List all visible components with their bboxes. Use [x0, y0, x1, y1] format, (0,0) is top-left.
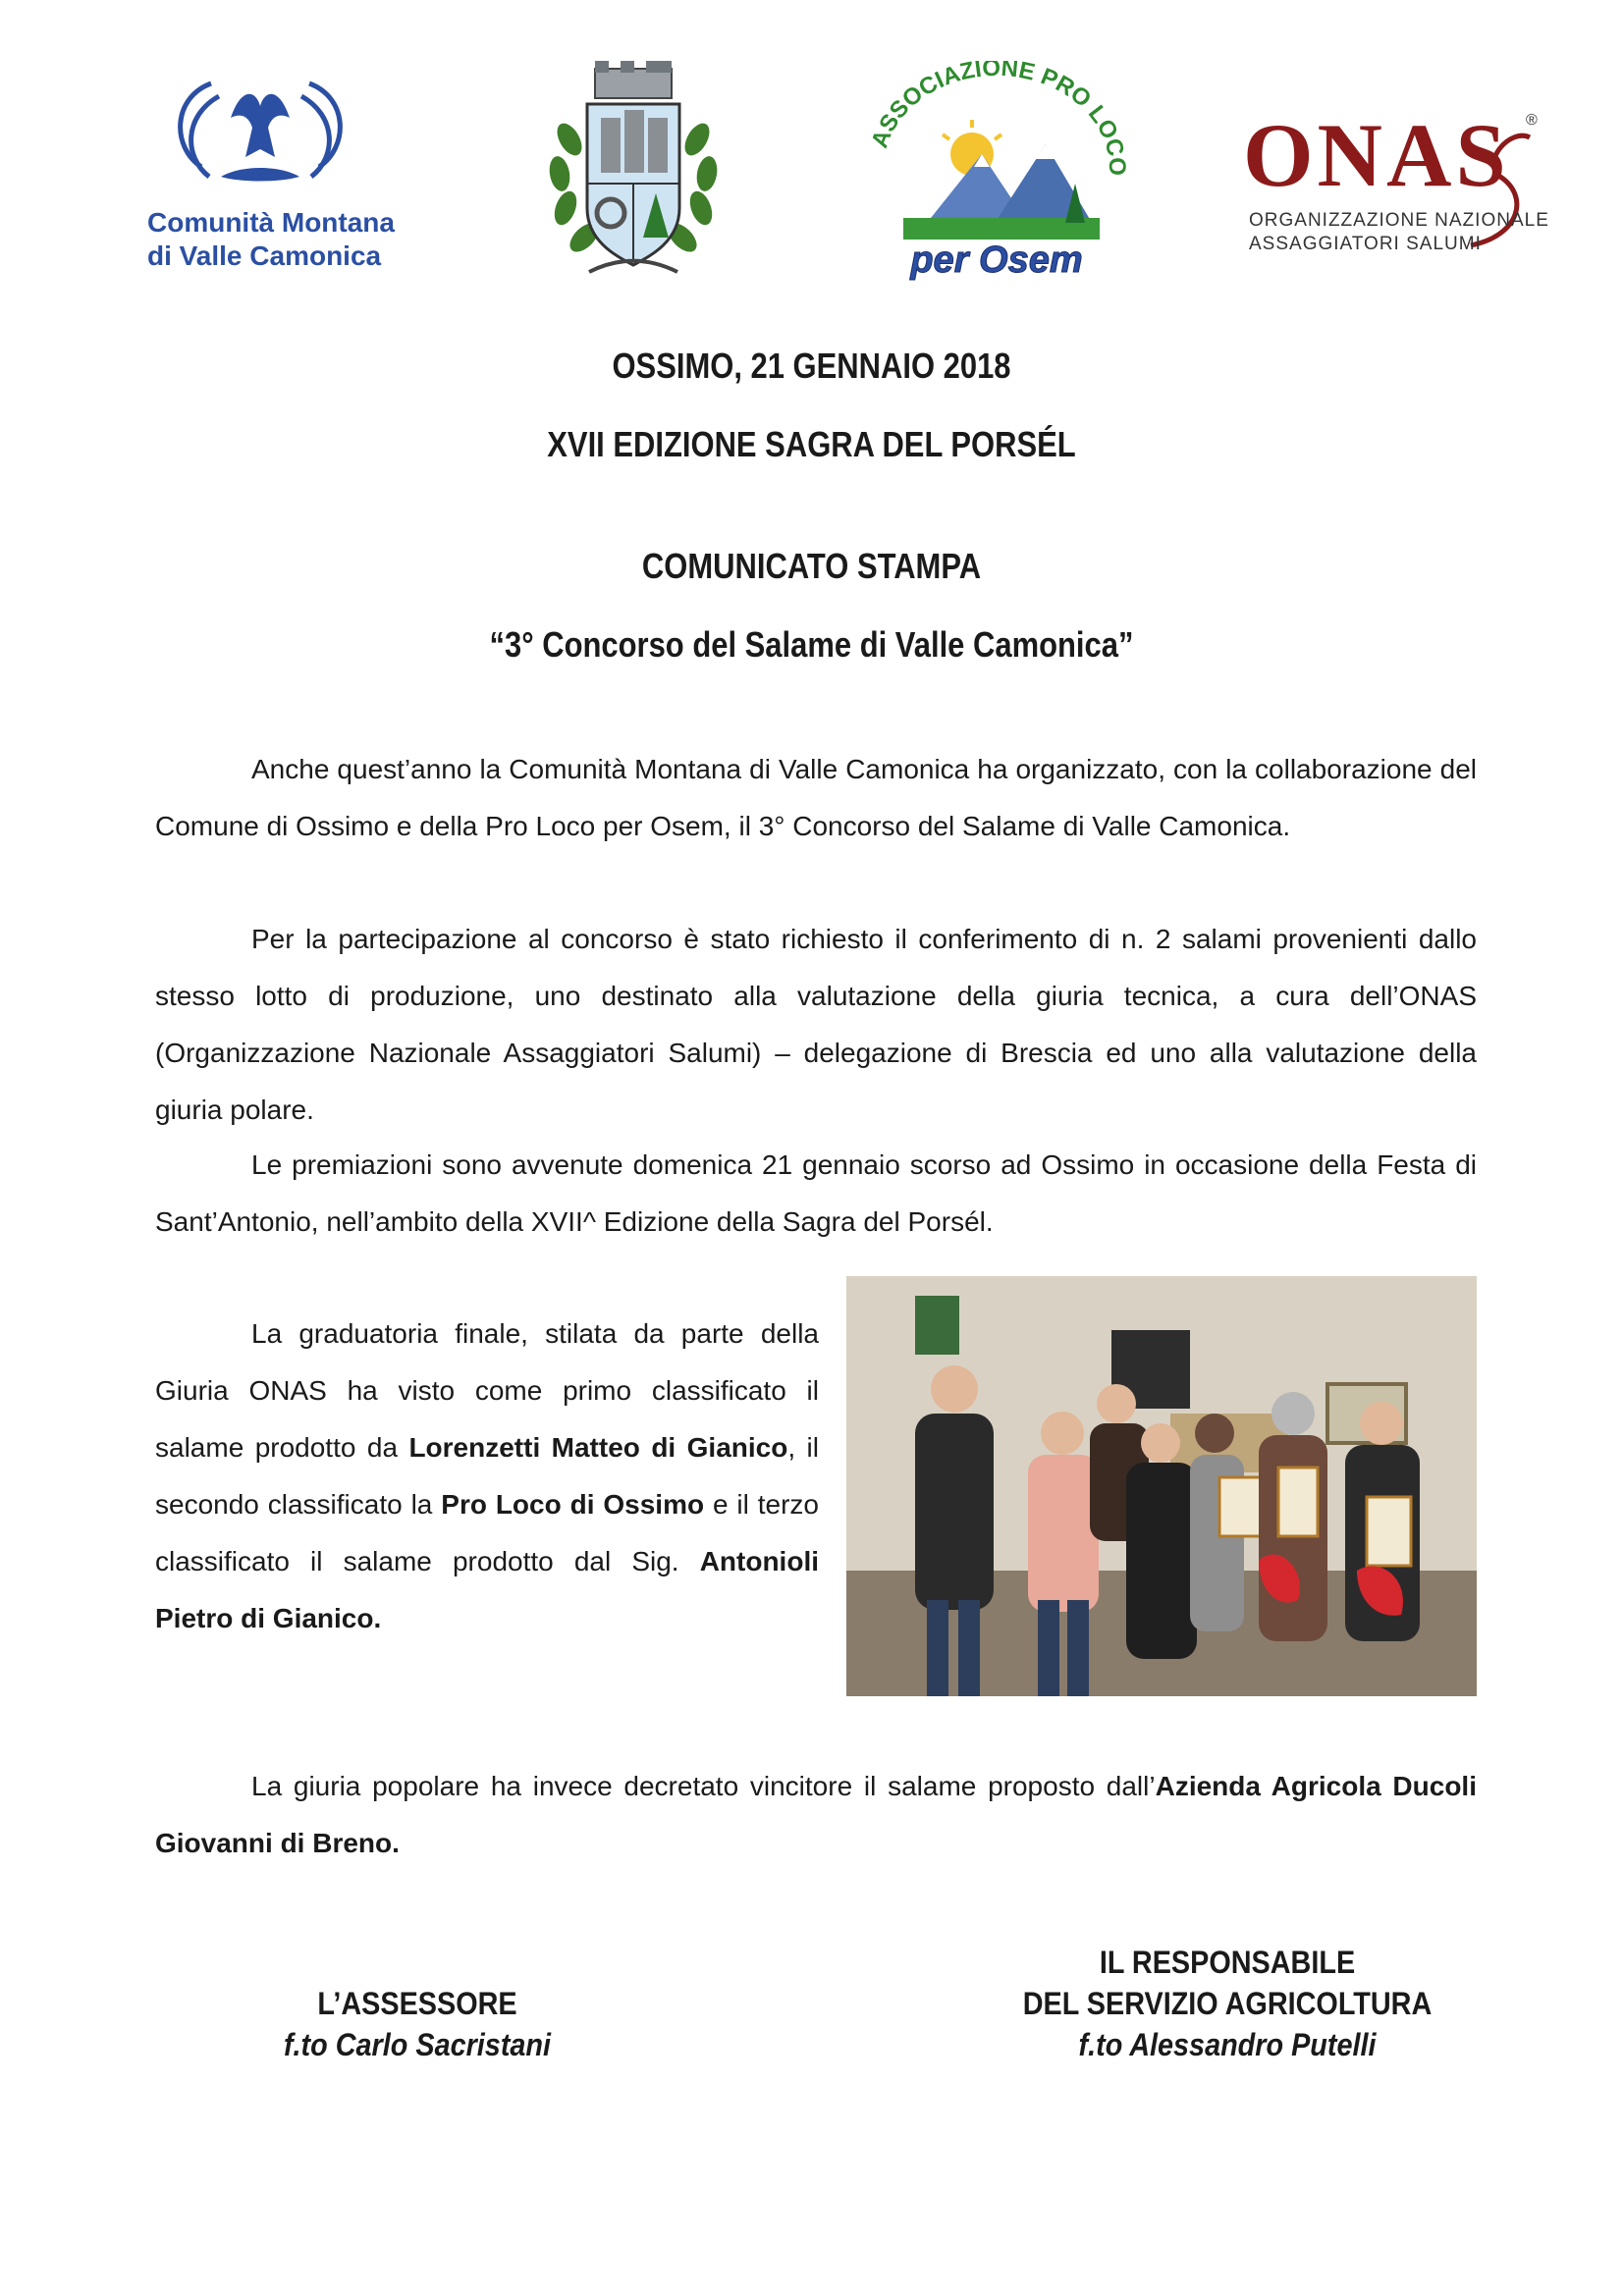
comunita-montana-line2: di Valle Camonica — [147, 240, 382, 271]
paragraph-2-text: Per la partecipazione al concorso è stato richiesto il conferimento di n. 2 salami provenienti dallo stesso lotto di produzione, uno destinato alla valutazione della giuria tecnica, a cura dell’ONAS (Organizzazione Nazionale Assaggiatori Salumi) – delegazione di Brescia ed uno alla valutazione della giuria polare. — [155, 924, 1477, 1125]
paragraph-3-text: Le premiazioni sono avvenute domenica 21 gennaio scorso ad Ossimo in occasione della Festa di Sant’Antonio, nell’ambito della XVII^ Edizione della Sagra del Porsél. — [155, 1149, 1477, 1237]
onas-subtitle-2: ASSAGGIATORI SALUMI — [1249, 234, 1482, 254]
pro-loco-arc-text: ASSOCIAZIONE PRO LOCO — [866, 61, 1129, 177]
paragraph-ranking — [155, 1306, 819, 1647]
responsabile-role-2: DEL SERVIZIO AGRICOLTURA — [1022, 1986, 1433, 2021]
pro-loco-bottom-text: per Osem — [910, 240, 1083, 281]
paragraph-3 — [155, 1137, 1477, 1251]
paragraph-popular-jury — [155, 1758, 1477, 1872]
third-place: Antonioli Pietro di Gianico. — [155, 1546, 819, 1633]
assessore-name: f.to Carlo Sacristani — [283, 2027, 552, 2062]
assessore-role: L’ASSESSORE — [317, 1986, 517, 2021]
paragraph-1 — [155, 741, 1477, 855]
ranking-text-2: , il secondo classificato la — [155, 1432, 819, 1520]
onas-subtitle-1: ORGANIZZAZIONE NAZIONALE — [1249, 210, 1549, 231]
responsabile-name: f.to Alessandro Putelli — [1078, 2027, 1377, 2062]
pro-loco-logo — [864, 61, 1129, 285]
comune-crest-icon — [530, 61, 736, 289]
second-place: Pro Loco di Ossimo — [441, 1489, 705, 1520]
first-place: Lorenzetti Matteo di Gianico — [408, 1432, 788, 1463]
paragraph-2 — [155, 911, 1477, 1139]
comunita-montana-logo — [147, 59, 395, 285]
signature-assessore — [232, 1983, 603, 2065]
signature-responsabile — [998, 1942, 1457, 2065]
ranking-text-3: e il terzo classificato il salame prodotto dal Sig. — [155, 1489, 820, 1576]
responsabile-role-1: IL RESPONSABILE — [1099, 1945, 1356, 1980]
svg-text:ASSOCIAZIONE PRO LOCO — [866, 61, 1129, 176]
registered-mark: ® — [1526, 112, 1538, 129]
popular-jury-text: La giuria popolare ha invece decretato vincitore il salame proposto dall’ — [251, 1771, 1156, 1801]
ranking-text-1: La graduatoria finale, stilata da parte della Giuria ONAS ha visto come primo classificato il salame prodotto da — [155, 1318, 819, 1463]
onas-logo — [1235, 105, 1549, 255]
onas-wordmark: ONAS — [1243, 105, 1510, 205]
paragraph-1-text: Anche quest’anno la Comunità Montana di Valle Camonica ha organizzato, con la collaborazione del Comune di Ossimo e della Pro Loco per Osem, il 3° Concorso del Salame di Valle Camonica. — [155, 754, 1477, 841]
comunita-montana-line1: Comunità Montana — [147, 207, 395, 238]
eagle-emblem-icon — [162, 59, 358, 206]
heading-press-release: COMUNICATO STAMPA — [641, 546, 982, 586]
popular-jury-winner: Azienda Agricola Ducoli Giovanni di Breno. — [155, 1771, 1477, 1858]
award-ceremony-photo — [846, 1276, 1477, 1696]
heading-edition: XVII EDIZIONE SAGRA DEL PORSÉL — [547, 424, 1076, 464]
heading-title: “3° Concorso del Salame di Valle Camonica” — [489, 624, 1134, 665]
heading-place-date: OSSIMO, 21 GENNAIO 2018 — [612, 346, 1011, 386]
